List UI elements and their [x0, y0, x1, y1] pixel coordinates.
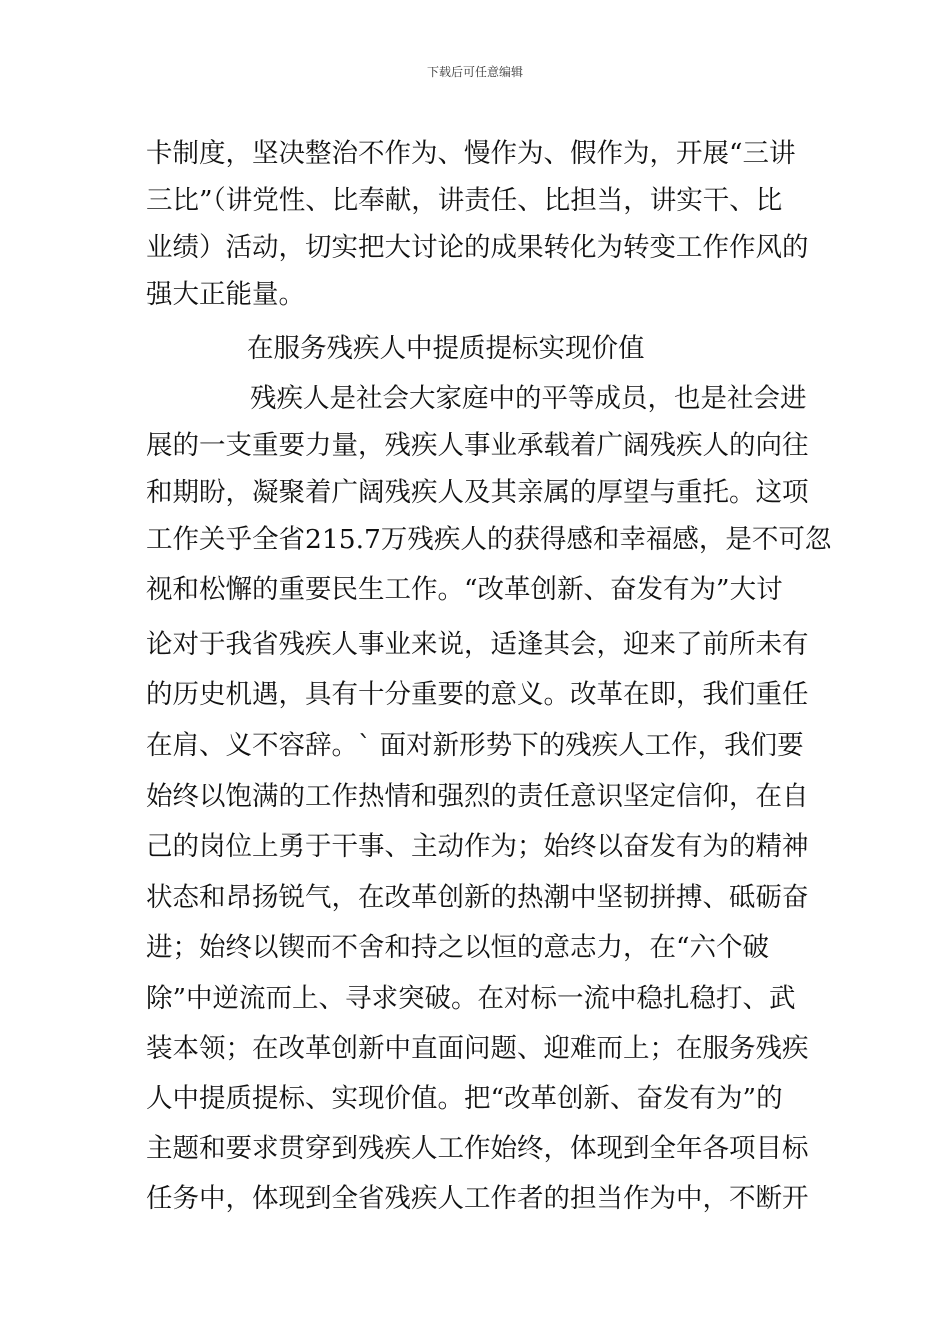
- text-line: 残疾人是社会大家庭中的平等成员，也是社会进: [250, 383, 807, 414]
- text-line: 主题和要求贯穿到残疾人工作始终，体现到全年各项目标: [146, 1133, 809, 1164]
- text-line: 除”中逆流而上、寻求突破。在对标一流中稳扎稳打、武: [146, 983, 796, 1014]
- text-line: 强大正能量。: [146, 279, 305, 310]
- text-line: 卡制度，坚决整治不作为、慢作为、假作为，开展“三讲: [146, 138, 796, 169]
- text-line: 视和松懈的重要民生工作。“改革创新、奋发有为”大讨: [146, 574, 783, 605]
- page-header: 下载后可任意编辑: [426, 65, 523, 79]
- text-line: 三比”（讲党性、比奉献，讲责任、比担当，讲实干、比: [146, 185, 783, 216]
- text-line: 的历史机遇，具有十分重要的意义。改革在即，我们重任: [146, 679, 809, 710]
- text-line: 工作关乎全省215.7万残疾人的获得感和幸福感，是不可忽: [146, 524, 832, 555]
- text-line: 在肩、义不容辞。` 面对新形势下的残疾人工作，我们要: [146, 730, 804, 761]
- text-line: 装本领；在改革创新中直面问题、迎难而上；在服务残疾: [146, 1033, 809, 1064]
- text-line: 己的岗位上勇于干事、主动作为；始终以奋发有为的精神: [146, 831, 809, 862]
- text-line: 任务中，体现到全省残疾人工作者的担当作为中，不断开: [146, 1183, 809, 1214]
- text-line: 展的一支重要力量，残疾人事业承载着广阔残疾人的向往: [146, 430, 809, 461]
- text-line: 状态和昂扬锐气，在改革创新的热潮中坚韧拼搏、砥砺奋: [146, 882, 809, 913]
- text-line: 和期盼，凝聚着广阔残疾人及其亲属的厚望与重托。这项: [146, 477, 809, 508]
- text-line: 始终以饱满的工作热情和强烈的责任意识坚定信仰，在自: [146, 781, 809, 812]
- text-line: 论对于我省残疾人事业来说，适逢其会，迎来了前所未有: [146, 629, 809, 660]
- text-line: 人中提质提标、实现价值。把“改革创新、奋发有为”的: [146, 1083, 783, 1114]
- text-line: 业绩）活动，切实把大讨论的成果转化为转变工作作风的: [146, 232, 809, 263]
- text-line: 进；始终以锲而不舍和持之以恒的意志力，在“六个破: [146, 932, 770, 963]
- section-heading: 在服务残疾人中提质提标实现价值: [247, 333, 645, 364]
